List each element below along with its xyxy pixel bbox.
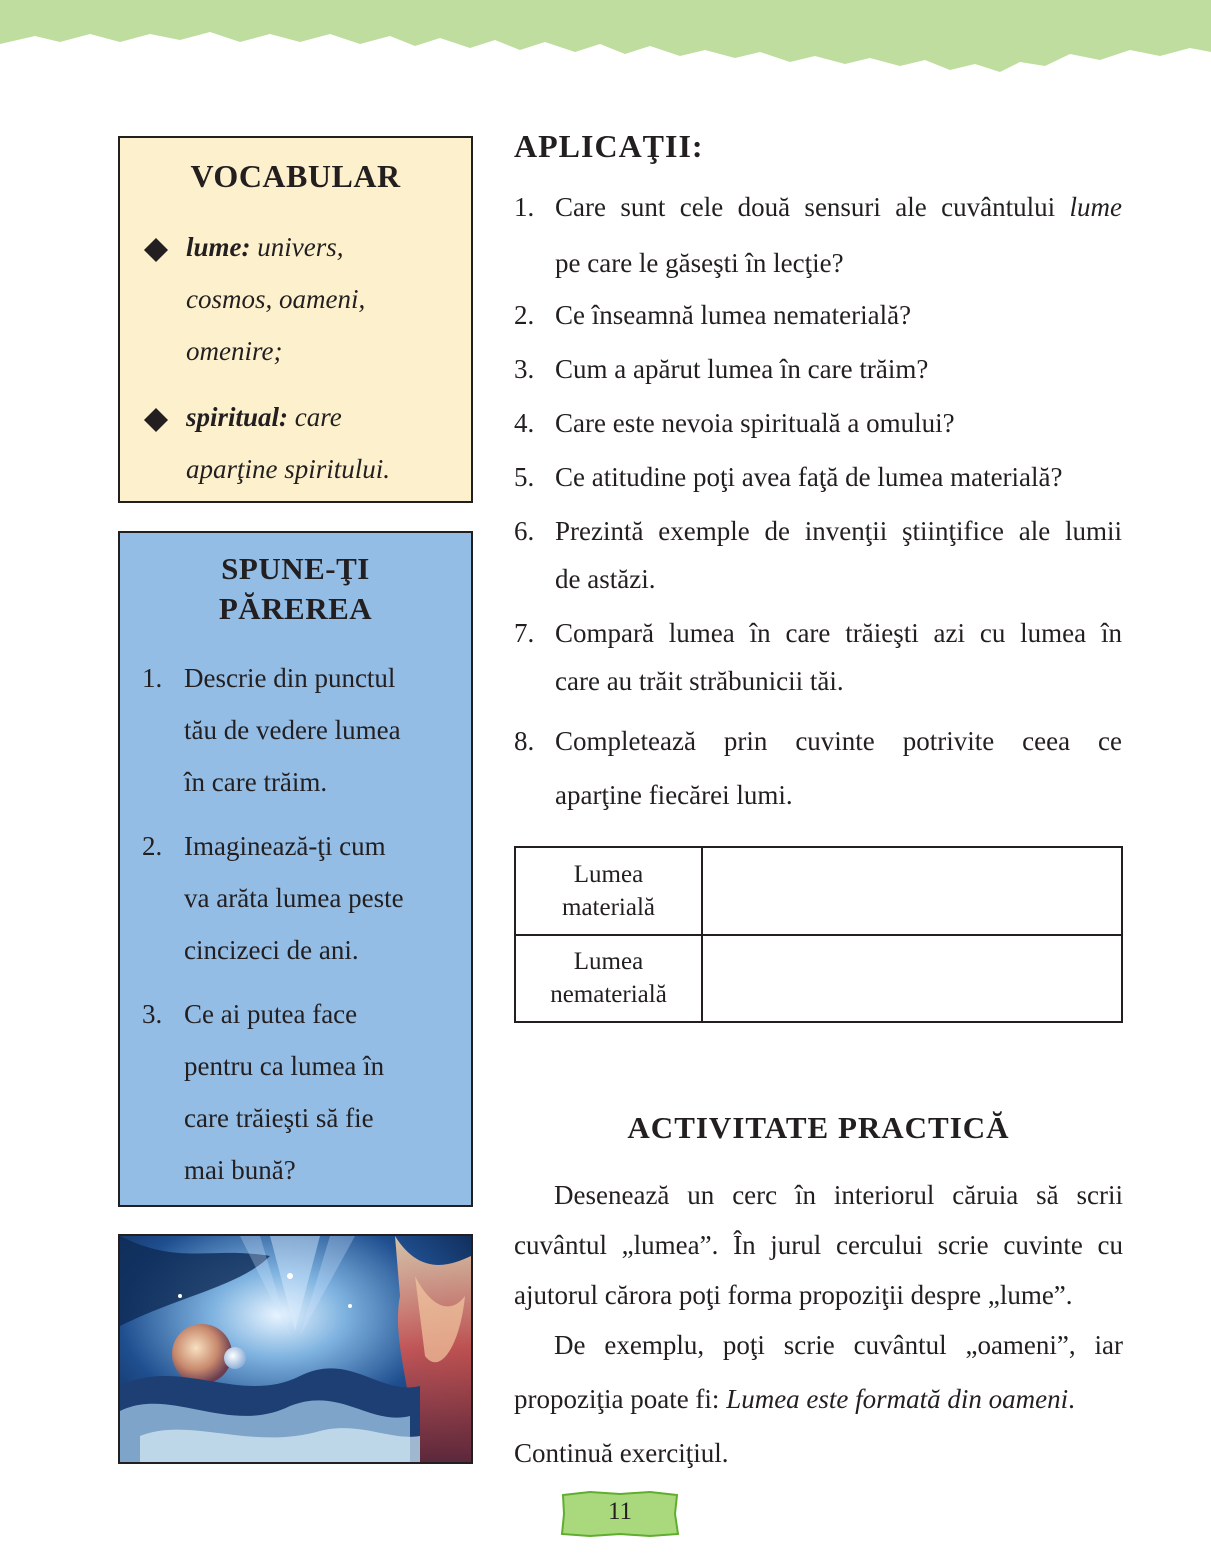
practical-text: Desenează un cerc în interiorul căruia să scrii xyxy=(554,1180,1123,1210)
opinion-item-text: Imaginează-ţi cum xyxy=(184,831,386,861)
opinion-item-text: pentru ca lumea în xyxy=(184,1051,385,1081)
vocabulary-definition: aparţine spiritului. xyxy=(186,454,391,484)
question-text: Care sunt cele două sensuri ale cuvântului lume xyxy=(555,192,1122,222)
worlds-table xyxy=(514,846,1123,1023)
opinion-item-number: 2. xyxy=(142,831,163,861)
table-row-label: Lumea materială xyxy=(515,847,702,935)
question-number: 4. xyxy=(514,408,535,438)
practical-text: De exemplu, poţi scrie cuvântul „oameni”, iar xyxy=(554,1330,1123,1360)
table-answer-cell[interactable] xyxy=(702,935,1122,1023)
question-text: de astăzi. xyxy=(555,564,656,594)
opinion-item-text: cincizeci de ani. xyxy=(184,935,359,965)
table-answer-cell[interactable] xyxy=(702,847,1122,935)
practical-activity-title: ACTIVITATE PRACTICĂ xyxy=(627,1110,1010,1145)
opinion-item-number: 1. xyxy=(142,663,163,693)
question-text: care au trăit străbunicii tăi. xyxy=(555,666,844,696)
opinion-item-text: tău de vedere lumea xyxy=(184,715,401,745)
vocabulary-definition: univers, xyxy=(250,232,344,262)
diamond-bullet-icon xyxy=(144,238,168,262)
vocabulary-definition: omenire; xyxy=(186,336,283,366)
opinion-item-text: Descrie din punctul xyxy=(184,663,396,693)
question-text: pe care le găseşti în lecţie? xyxy=(555,248,844,278)
practical-text: Continuă exerciţiul. xyxy=(514,1438,729,1468)
opinion-title: PĂREREA xyxy=(218,591,373,626)
question-number: 3. xyxy=(514,354,535,384)
opinion-item-text: mai bună? xyxy=(184,1155,296,1185)
question-text: aparţine fiecărei lumi. xyxy=(555,780,793,810)
cosmic-painting xyxy=(118,1234,473,1464)
opinion-item-text: în care trăim. xyxy=(184,767,328,797)
opinion-item-number: 3. xyxy=(142,999,163,1029)
question-text: Ce atitudine poţi avea faţă de lumea materială? xyxy=(555,462,1063,492)
question-number: 1. xyxy=(514,192,535,222)
vocabulary-definition: cosmos, oameni, xyxy=(186,284,366,314)
vocabulary-box xyxy=(118,136,473,503)
table-row xyxy=(515,847,1122,935)
opinion-box xyxy=(118,531,473,1207)
question-number: 6. xyxy=(514,516,535,546)
opinion-item-text: Ce ai putea face xyxy=(184,999,358,1029)
table-row xyxy=(515,935,1122,1023)
question-text: Prezintă exemple de invenţii ştiinţifice ale lumii xyxy=(555,516,1122,546)
opinion-title: SPUNE-ŢI xyxy=(221,551,370,586)
page-number-badge xyxy=(560,1490,680,1538)
practical-text: cuvântul „lumea”. În jurul cercului scrie cuvinte cu xyxy=(514,1230,1123,1260)
practical-text: ajutorul cărora poţi forma propoziţii despre „lume”. xyxy=(514,1280,1073,1310)
table-row-label: Lumea nematerială xyxy=(515,935,702,1023)
question-text: Cum a apărut lumea în care trăim? xyxy=(555,354,929,384)
top-decorative-band xyxy=(0,0,1211,80)
practical-text: propoziţia poate fi: Lumea este formată din oameni. xyxy=(514,1384,1075,1414)
opinion-item-text: care trăieşti să fie xyxy=(184,1103,374,1133)
question-number: 8. xyxy=(514,726,535,756)
page-number: 11 xyxy=(607,1498,633,1525)
vocabulary-term: spiritual: xyxy=(186,402,289,432)
question-text: Compară lumea în care trăieşti azi cu lumea în xyxy=(555,618,1122,648)
question-number: 2. xyxy=(514,300,535,330)
question-text: Completează prin cuvinte potrivite ceea ce xyxy=(555,726,1122,756)
question-text: Ce înseamnă lumea nematerială? xyxy=(555,300,912,330)
cosmic-painting-icon xyxy=(120,1236,471,1462)
question-number: 5. xyxy=(514,462,535,492)
opinion-item-text: va arăta lumea peste xyxy=(184,883,404,913)
question-number: 7. xyxy=(514,618,535,648)
question-text: Care este nevoia spirituală a omului? xyxy=(555,408,955,438)
diamond-bullet-icon xyxy=(144,408,168,432)
vocabulary-term: lume: xyxy=(186,232,251,262)
vocabulary-title: VOCABULAR xyxy=(190,158,401,194)
vocabulary-definition: care xyxy=(288,402,342,432)
applications-title: APLICAŢII: xyxy=(514,128,704,164)
